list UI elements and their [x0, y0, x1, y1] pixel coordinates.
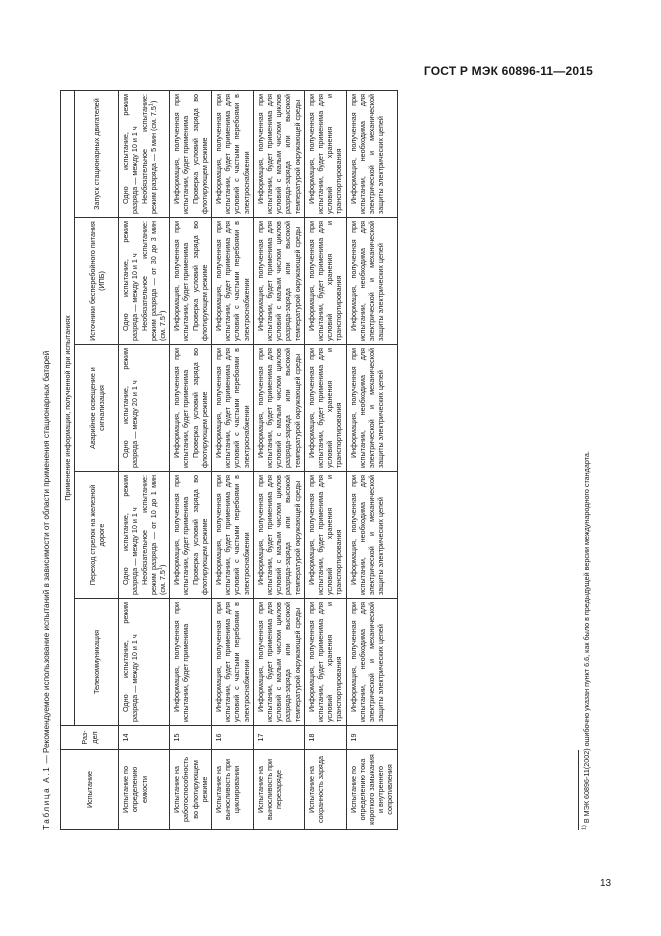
- cell-paragraph: Одно испытание, режим разряда — между 10 и 1 ч: [121, 94, 140, 214]
- row-cell: [253, 599, 304, 726]
- row-cell: [119, 218, 170, 345]
- cell-paragraph: [140, 221, 168, 341]
- cell-paragraph: [140, 475, 168, 595]
- row-section-number: 15: [170, 726, 212, 750]
- cell-paragraph-end: ): [158, 564, 168, 568]
- row-cell: [170, 91, 212, 218]
- footnote-ref: 1: [157, 567, 164, 571]
- row-cell: [212, 345, 254, 472]
- header-col-engine: Запуск стационарных двигателей: [75, 91, 119, 218]
- row-test-name: Испытание на работоспособность во флотирующем режиме: [170, 750, 212, 830]
- row-cell: [212, 218, 254, 345]
- cell-paragraph: Информация, полученная при испытании, будет применима для условий хранения и транспортирования: [306, 475, 344, 595]
- footnote-ref: 1: [148, 103, 155, 107]
- table-row: [119, 91, 170, 830]
- header-section: Раз-дел: [61, 726, 119, 750]
- row-cell: [212, 472, 254, 599]
- row-cell: [304, 472, 346, 599]
- header-col-railway: Переход стрелок на железной дороге: [75, 472, 119, 599]
- row-cell: [253, 472, 304, 599]
- row-cell: [170, 218, 212, 345]
- cell-paragraph: Информация, полученная при испытании, будет применима для условий с частыми перебоями в электроснабжении: [214, 221, 251, 341]
- row-cell: [253, 218, 304, 345]
- cell-paragraph-end: ): [148, 100, 158, 104]
- row-cell: [212, 599, 254, 726]
- footnote-ref: 1: [157, 313, 164, 317]
- cell-paragraph: Информация, полученная при испытании, будет применима для условий с малым числом циклов разряда-заряда или высокой температурой окружающей среды: [255, 602, 302, 722]
- row-cell: [170, 599, 212, 726]
- table-caption: [42, 351, 51, 830]
- row-cell: [119, 345, 170, 472]
- row-cell: [304, 345, 346, 472]
- row-section-number: 17: [253, 726, 304, 750]
- row-cell: [170, 472, 212, 599]
- cell-paragraph: Информация, полученная при испытании, будет применима для условий хранения и транспортирования: [306, 602, 344, 722]
- cell-paragraph: Информация, полученная при испытании, необходима для электрической и механической защиты электрических цепей: [348, 221, 386, 341]
- cell-paragraph: Одно испытание, режим разряда — между 10 и 1 ч: [121, 475, 140, 595]
- cell-paragraph-text: Проверка условий заряда во флотирующем режиме: [190, 475, 209, 595]
- row-cell: [346, 345, 397, 472]
- header-col-ups: Источники бесперебойного питания (ИПБ): [75, 218, 119, 345]
- row-cell: [304, 218, 346, 345]
- cell-paragraph: Информация, полученная при испытании, будет применима для условий хранения и транспортирования: [306, 94, 344, 214]
- row-cell: [119, 599, 170, 726]
- cell-paragraph: [191, 348, 209, 468]
- cell-paragraph: Информация, полученная при испытании, будет применима для условий хранения и транспортирования: [306, 348, 344, 468]
- table-row: [304, 91, 346, 830]
- table-row: [253, 91, 304, 830]
- document-header: ГОСТ Р МЭК 60896-11—2015: [423, 64, 593, 78]
- footnote-text: В МЭК 60896-11(2002) ошибочно указан пункт 6.6, как было в предыдущей версии международного стандарта.: [582, 451, 591, 826]
- cell-paragraph: Одно испытание, режим разряда — между 10 и 1 ч: [121, 221, 140, 341]
- row-test-name: Испытание по определению тока короткого замыкания и внутреннего сопротивления: [346, 750, 397, 830]
- row-cell: [253, 345, 304, 472]
- row-cell: [346, 218, 397, 345]
- row-cell: [170, 345, 212, 472]
- cell-paragraph: Одно испытание, режим разряда — между 20 и 1 ч: [121, 348, 140, 468]
- cell-paragraph: Информация, полученная при испытании, будет применима для условий с частыми перебоями в электроснабжении: [214, 475, 251, 595]
- cell-paragraph: Информация, полученная при испытании, будет применима: [172, 475, 191, 595]
- row-cell: [253, 91, 304, 218]
- row-test-name: Испытание на выносливость при перезаряде: [253, 750, 304, 830]
- row-test-name: Испытание на выносливость при циклировании: [212, 750, 254, 830]
- cell-paragraph: Информация, полученная при испытании, будет применима: [172, 348, 191, 468]
- header-group: Применение информации, полученной при испытаниях: [61, 91, 75, 726]
- cell-paragraph: Информация, полученная при испытании, будет применима для условий с малым числом циклов разряда-заряда или высокой температурой окружающей среды: [255, 475, 302, 595]
- table-body: [119, 91, 397, 830]
- row-cell: [304, 599, 346, 726]
- table-row: [212, 91, 254, 830]
- row-section-number: 18: [304, 726, 346, 750]
- table-caption-text: — Рекомендуемое использование испытаний в зависимости от области применения стационарных батарей: [42, 350, 51, 766]
- row-cell: [212, 91, 254, 218]
- cell-paragraph-text: Проверка условий заряда во флотирующем режиме: [190, 94, 209, 214]
- cell-paragraph: Одно испытание, режим разряда — между 10 и 1 ч: [121, 602, 140, 722]
- cell-paragraph: Информация, полученная при испытании, будет применима: [172, 221, 191, 341]
- row-section-number: 16: [212, 726, 254, 750]
- cell-paragraph: Информация, полученная при испытании, необходима для электрической и механической защиты электрических цепей: [348, 94, 386, 214]
- header-col-telecom: Телекоммуникация: [75, 599, 119, 726]
- row-section-number: 14: [119, 726, 170, 750]
- page-number: 13: [600, 878, 612, 889]
- table-caption-label: Таблица А.1: [42, 765, 51, 830]
- row-cell: [346, 91, 397, 218]
- table-row: [170, 91, 212, 830]
- cell-paragraph: Информация, полученная при испытании, будет применима: [172, 94, 191, 214]
- header-col-emergency: Аварийное освещение и сигнализация: [75, 345, 119, 472]
- row-cell: [119, 91, 170, 218]
- cell-paragraph-text: Необязательное испытание: режим разряда — 5 мин (см. 7.5: [139, 94, 158, 214]
- table-row: [346, 91, 397, 830]
- row-cell: [304, 91, 346, 218]
- cell-paragraph: Информация, полученная при испытании, будет применима: [172, 602, 191, 722]
- cell-paragraph: Информация, полученная при испытании, будет применима для условий хранения и транспортирования: [306, 221, 344, 341]
- cell-paragraph: [191, 221, 209, 341]
- row-test-name: Испытание на сохранность заряда: [304, 750, 346, 830]
- cell-paragraph: [191, 94, 209, 214]
- applications-table: [60, 90, 398, 830]
- cell-paragraph: Информация, полученная при испытании, необходима для электрической и механической защиты электрических цепей: [348, 602, 386, 722]
- cell-paragraph: Информация, полученная при испытании, необходима для электрической и механической защиты электрических цепей: [348, 475, 386, 595]
- cell-paragraph: Информация, полученная при испытании, будет применима для условий с частыми перебоями в электроснабжении: [214, 602, 251, 722]
- cell-paragraph: Информация, полученная при испытании, необходима для электрической и механической защиты электрических цепей: [348, 348, 386, 468]
- row-cell: [346, 472, 397, 599]
- cell-paragraph-end: ): [158, 310, 168, 314]
- cell-paragraph: Информация, полученная при испытании, будет применима для условий с малым числом циклов разряда-заряда или высокой температурой окружающей среды: [255, 348, 302, 468]
- cell-paragraph-text: Проверка условий заряда во флотирующем режиме: [190, 221, 209, 341]
- cell-paragraph: Информация, полученная при испытании, будет применима для условий с частыми перебоями в электроснабжении: [214, 348, 251, 468]
- cell-paragraph: [191, 475, 209, 595]
- row-cell: [346, 599, 397, 726]
- cell-paragraph-text: Необязательное испытание: режим разряда — от 30 до 3 мин (см. 7.5: [139, 221, 168, 341]
- row-cell: [119, 472, 170, 599]
- row-test-name: Испытание по определению емкости: [119, 750, 170, 830]
- footnote: [582, 451, 591, 830]
- cell-paragraph: Информация, полученная при испытании, будет применима для условий с малым числом циклов разряда-заряда или высокой температурой окружающей среды: [255, 221, 302, 341]
- header-test: Испытание: [61, 750, 119, 830]
- footnote-mark: 1): [581, 825, 588, 830]
- footnote-divider: [578, 750, 579, 830]
- rotated-content: [42, 90, 597, 830]
- cell-paragraph: [140, 94, 158, 214]
- cell-paragraph: Информация, полученная при испытании, будет применима для условий с малым числом циклов разряда-заряда или высокой температурой окружающей среды: [255, 94, 302, 214]
- cell-paragraph-text: Проверка условий заряда во флотирующем режиме: [190, 348, 209, 468]
- cell-paragraph-text: Необязательное испытание: режим разряда — от 10 до 1 мин (см. 7.5: [139, 475, 168, 595]
- cell-paragraph: Информация, полученная при испытании, будет применима для условий с частыми перебоями в электроснабжении: [214, 94, 251, 214]
- row-section-number: 19: [346, 726, 397, 750]
